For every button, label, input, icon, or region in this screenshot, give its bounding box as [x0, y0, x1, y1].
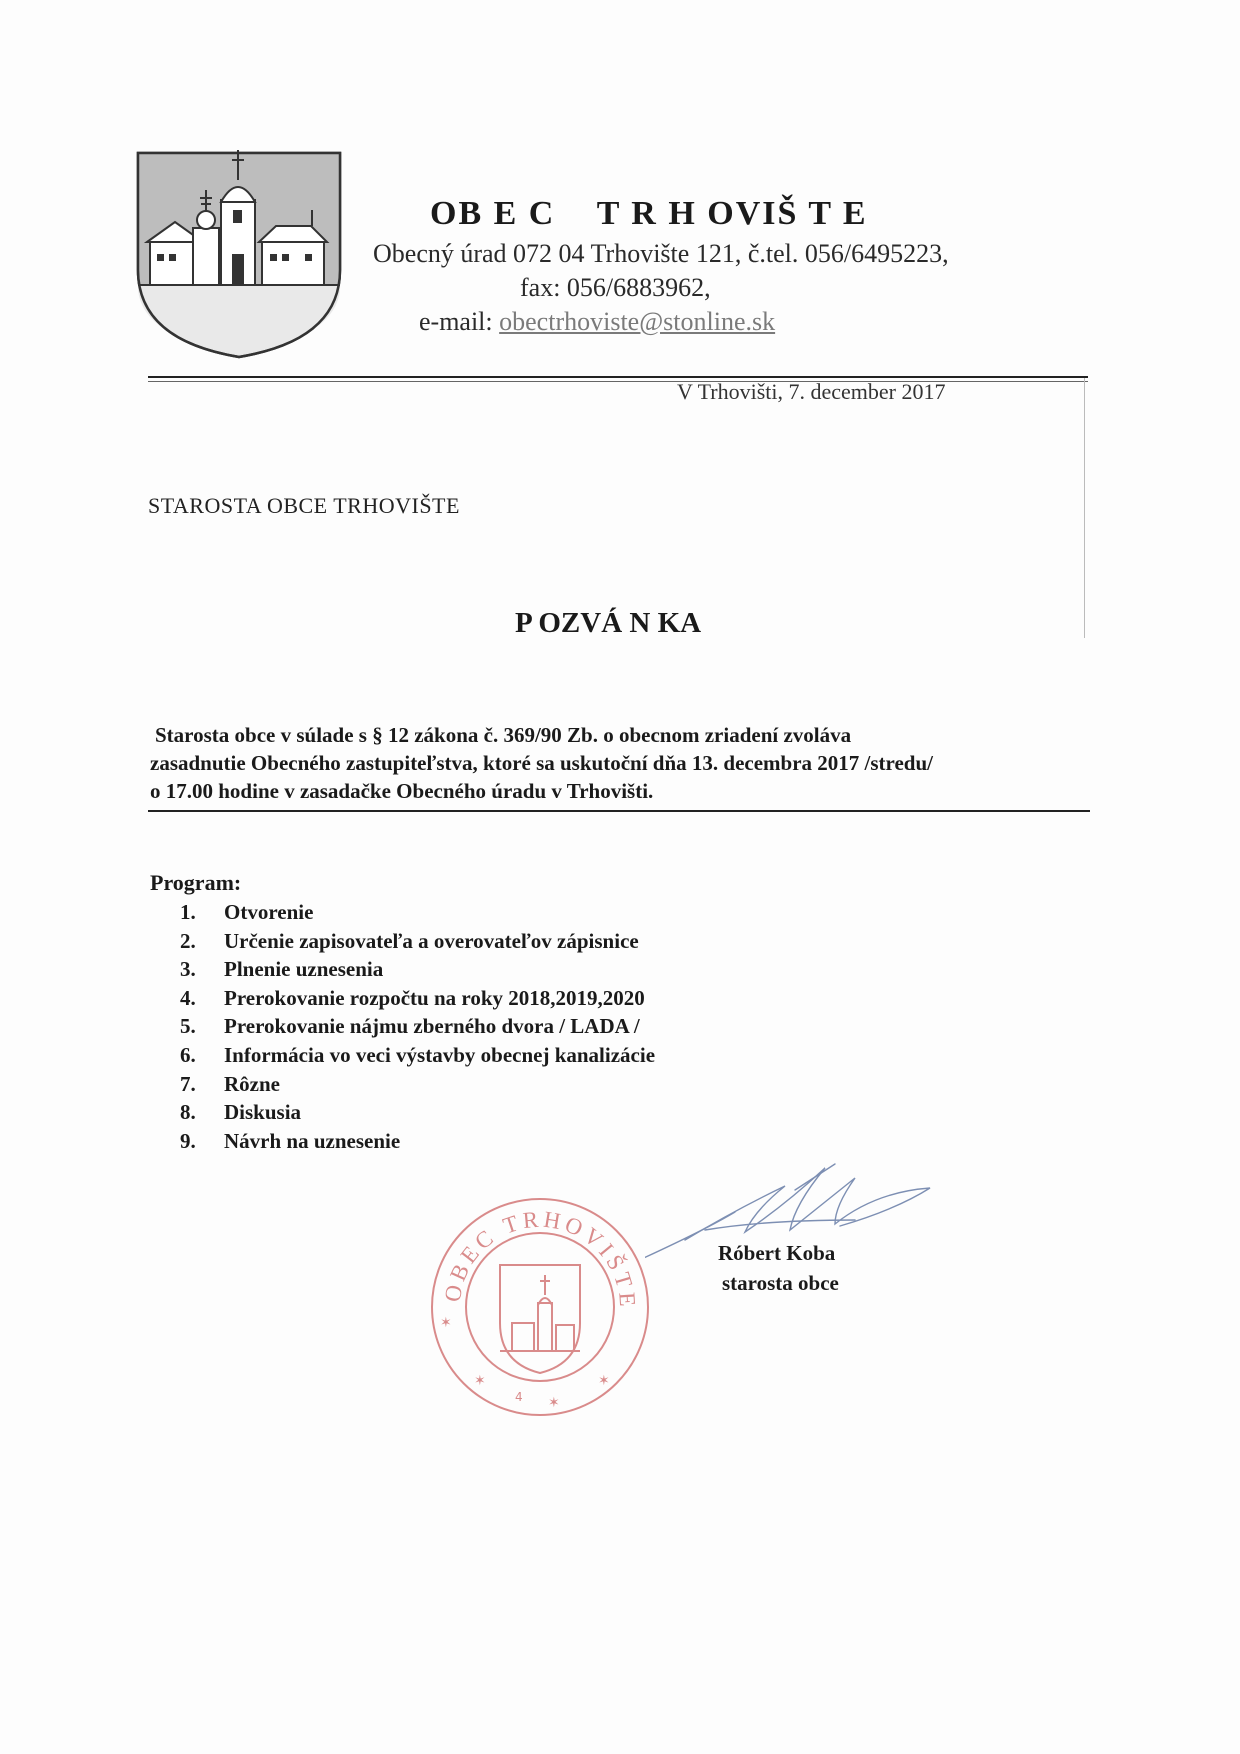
body-line-3: o 17.00 hodine v zasadačke Obecného úradu v Trhovišti. [150, 779, 654, 803]
body-divider [148, 810, 1090, 812]
date-line: V Trhovišti, 7. december 2017 [677, 379, 946, 404]
email-link[interactable]: obectrhoviste@stonline.sk [499, 307, 776, 336]
signer-name: Róbert Koba [718, 1241, 836, 1265]
svg-text:✶: ✶ [474, 1373, 486, 1389]
agenda-item: 8. Diskusia [180, 1100, 302, 1125]
office-address: Obecný úrad 072 04 Trhovište 121, č.tel. 056/6495223, [373, 239, 949, 268]
coat-of-arms-logo [135, 150, 343, 360]
agenda-item: 4. Prerokovanie rozpočtu na roky 2018,2019,2020 [180, 985, 645, 1010]
svg-text:✶: ✶ [598, 1373, 610, 1389]
fax-number: fax: 056/6883962, [520, 273, 711, 302]
body-line-1: Starosta obce v súlade s § 12 zákona č. 369/90 Zb. o obecnom zriadení zvoláva [155, 723, 852, 747]
header-divider-thin [148, 381, 1088, 382]
svg-text:OBEC TRHOVIŠTE: OBEC TRHOVIŠTE [439, 1206, 641, 1312]
email-label: e-mail: [419, 307, 500, 336]
agenda-item: 3. Plnenie uznesenia [180, 957, 384, 982]
agenda-item: 7. Rôzne [180, 1071, 280, 1096]
agenda-item: 2. Určenie zapisovateľa a overovateľov zápisnice [180, 928, 639, 953]
stamp-number: 4 [515, 1390, 523, 1404]
header-divider [148, 376, 1088, 378]
email-line [419, 307, 775, 337]
scan-edge-line [1084, 378, 1085, 638]
agenda-list [180, 898, 655, 1155]
agenda-item: 6. Informácia vo veci výstavby obecnej kanalizácie [180, 1042, 656, 1067]
agenda-item: 1. Otvorenie [180, 900, 314, 924]
official-stamp [428, 1195, 653, 1420]
signer-role: starosta obce [722, 1271, 839, 1295]
municipality-title: OB E C T R H OVIŠ T E [430, 195, 868, 232]
svg-text:✶: ✶ [440, 1315, 452, 1331]
svg-text:✶: ✶ [548, 1395, 560, 1411]
agenda-item: 9. Návrh na uznesenie [180, 1128, 401, 1153]
document-title: P OZVÁ N KA [515, 607, 702, 639]
agenda-item: 5. Prerokovanie nájmu zberného dvora / LADA / [180, 1014, 640, 1039]
issuer-heading: STAROSTA OBCE TRHOVIŠTE [148, 493, 460, 518]
program-label: Program: [150, 870, 242, 895]
body-line-2: zasadnutie Obecného zastupiteľstva, ktoré sa uskutoční dňa 13. decembra 2017 /stredu/ [150, 751, 933, 775]
